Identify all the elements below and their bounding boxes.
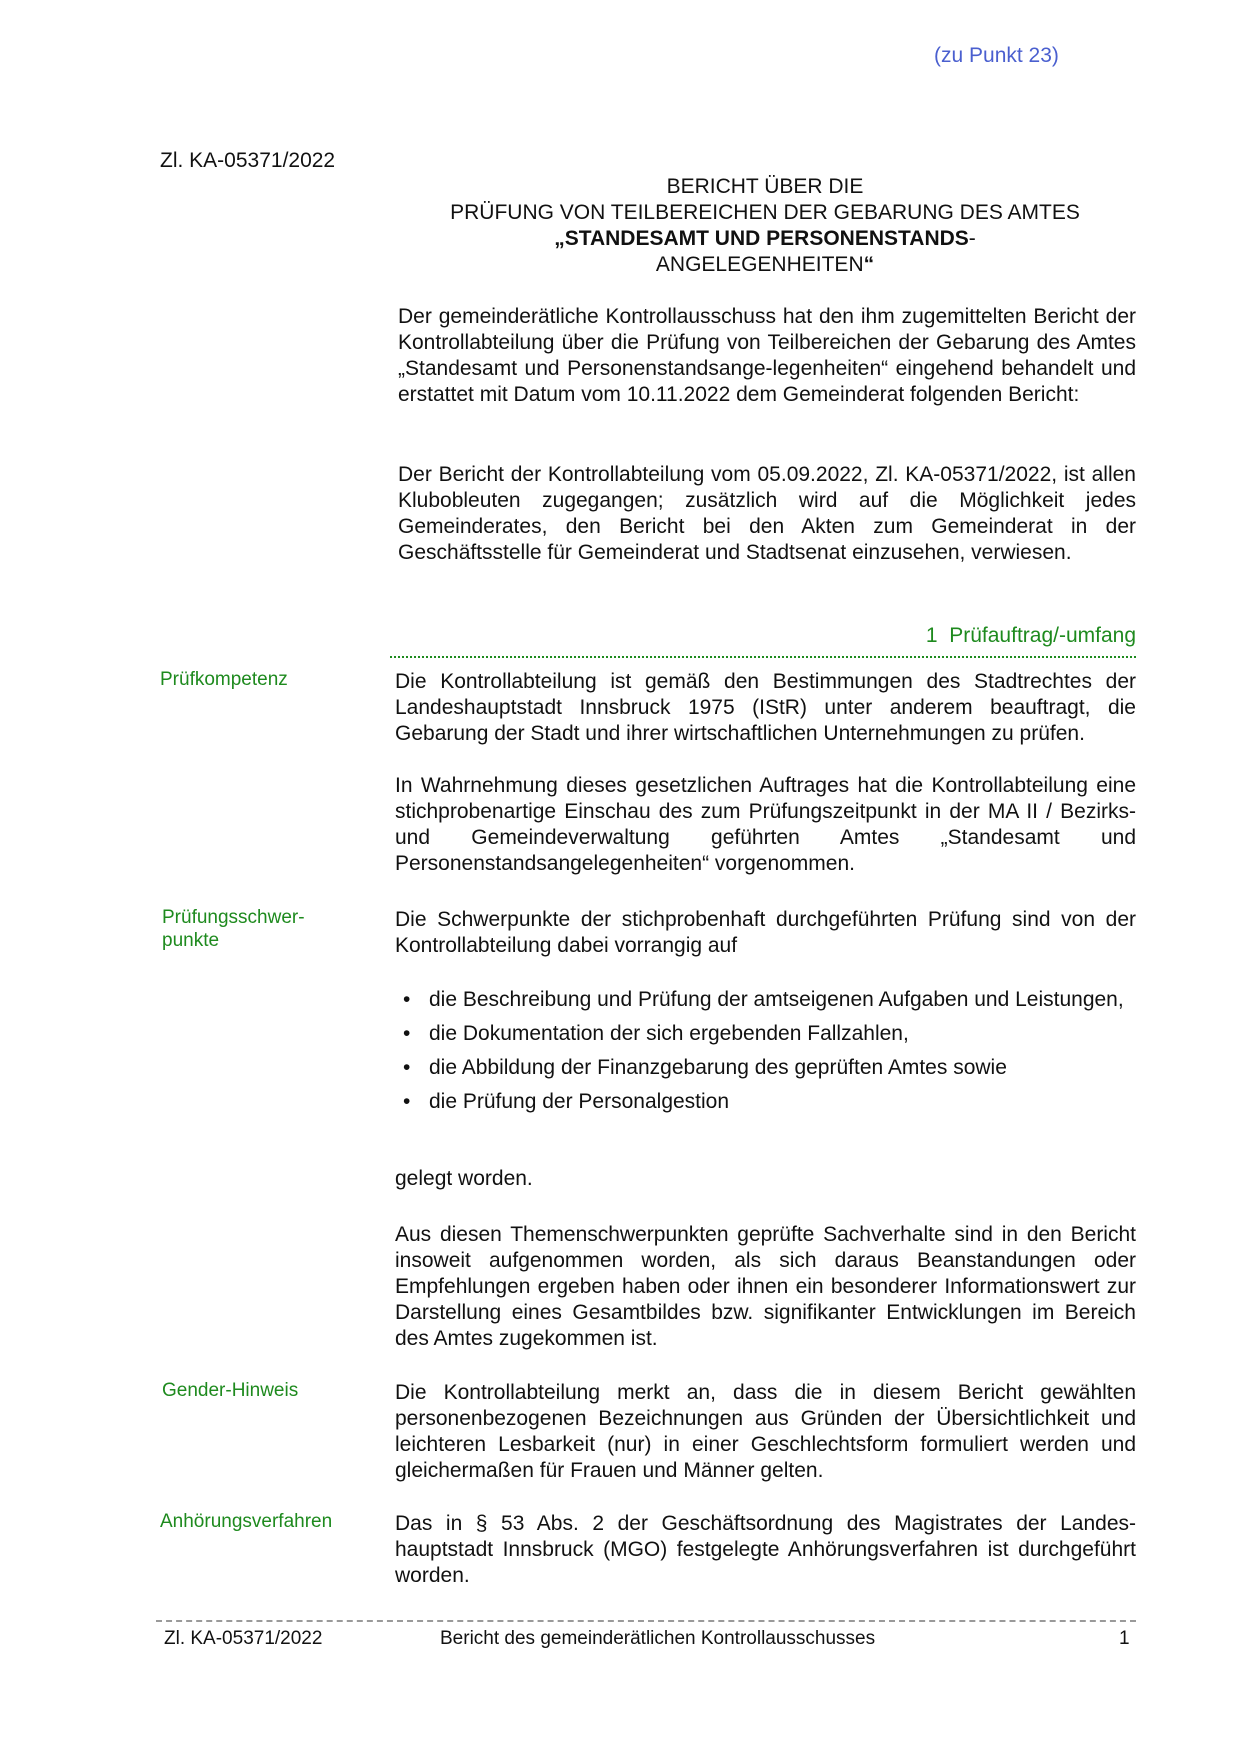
title-line-3 xyxy=(380,226,1150,252)
bullet-icon: • xyxy=(403,988,411,1011)
list-item-text: die Beschreibung und Prüfung der amtseigenen Aufgaben und Leistungen, xyxy=(429,988,1124,1011)
list-item xyxy=(397,987,1136,1013)
margin-note-line-2: punkte xyxy=(162,930,220,951)
list-item-text: die Prüfung der Personalgestion xyxy=(429,1090,730,1113)
page-number: 1 xyxy=(1119,1628,1130,1649)
intro-paragraph-1: Der gemeinderätliche Kontrollausschuss hat den ihm zugemittelten Bericht der Kontrollabteilung über die Prüfung von Teilbereichen der Gebarung des Amtes „Standesamt und Personenstandsange-legenheiten“ eingehend behandelt und erstattet mit Datum vom 10.11.2022 dem Gemeinderat folgenden Bericht: xyxy=(398,305,1136,406)
focus-list xyxy=(397,987,1136,1115)
list-item xyxy=(397,1055,1136,1081)
list-item-text: die Dokumentation der sich ergebenden Fallzahlen, xyxy=(429,1022,909,1045)
footer-divider xyxy=(156,1620,1136,1622)
reference-number: Zl. KA-05371/2022 xyxy=(160,149,336,172)
list-item xyxy=(397,1089,1136,1115)
margin-note-gender: Gender-Hinweis xyxy=(162,1380,299,1401)
margin-note-pruefkompetenz: Prüfkompetenz xyxy=(160,669,288,690)
body-paragraph-5: Aus diesen Themenschwerpunkten geprüfte Sachverhalte sind in den Bericht insoweit aufgenommen worden, als sich daraus Beanstandungen oder Empfehlungen ergeben haben oder ihnen ein besonderer Informationswert zur Darstellung eines Gesamtbildes bzw. signifikanter Entwicklungen im Bereich des Amtes zugekommen ist. xyxy=(395,1223,1136,1350)
title-line-4-text: ANGELEGENHEITEN xyxy=(655,253,864,276)
section-number: 1 xyxy=(925,624,938,647)
body-paragraph-7: Das in § 53 Abs. 2 der Geschäftsordnung des Magistrates der Landes-hauptstadt Innsbruck (MGO) festgelegte Anhörungsverfahren ist durchgeführt worden. xyxy=(395,1512,1136,1587)
body-paragraph-6: Die Kontrollabteilung merkt an, dass die in diesem Bericht gewählten personenbezogenen Bezeichnungen aus Gründen der Übersichtlichkeit und leichteren Lesbarkeit (nur) in einer Geschlechtsform formuliert werden und gleichermaßen für Frauen und Männer gelten. xyxy=(395,1381,1136,1482)
agenda-item-note: (zu Punkt 23) xyxy=(934,44,1059,67)
footer-reference: Zl. KA-05371/2022 xyxy=(164,1628,323,1649)
body-paragraph-3: Die Schwerpunkte der stichprobenhaft durchgeführten Prüfung sind von der Kontrollabteilung dabei vorrangig auf xyxy=(395,908,1136,957)
title-line-4-quote: “ xyxy=(863,253,875,276)
body-paragraph-2: In Wahrnehmung dieses gesetzlichen Auftrages hat die Kontrollabteilung eine stichprobenartige Einschau des zum Prüfungszeitpunkt in der MA II / Bezirks- und Gemeindeverwaltung geführten Amtes „Standesamt und Personenstandsangelegenheiten“ vorgenommen. xyxy=(395,774,1136,875)
section-title: Prüfauftrag/-umfang xyxy=(949,624,1136,647)
list-item-text: die Abbildung der Finanzgebarung des geprüften Amtes sowie xyxy=(429,1056,1007,1079)
section-heading xyxy=(390,624,1136,658)
report-title xyxy=(380,174,1150,278)
bullet-icon: • xyxy=(403,1090,411,1113)
footer-title: Bericht des gemeinderätlichen Kontrollausschusses xyxy=(440,1628,876,1649)
title-line-3-suffix: - xyxy=(968,227,976,250)
margin-note-pruefungsschwerpunkte xyxy=(162,906,305,952)
list-item xyxy=(397,1021,1136,1047)
bullet-icon: • xyxy=(403,1022,411,1045)
bullet-icon: • xyxy=(403,1056,411,1079)
title-line-2: PRÜFUNG VON TEILBEREICHEN DER GEBARUNG DES AMTES xyxy=(450,201,1080,224)
intro-paragraph-2: Der Bericht der Kontrollabteilung vom 05.09.2022, Zl. KA-05371/2022, ist allen Klubobleuten zugegangen; zusätzlich wird auf die Möglichkeit jedes Gemeinderates, den Bericht bei den Akten zum Gemeinderat in der Geschäftsstelle für Gemeinderat und Stadtsenat einzusehen, verwiesen. xyxy=(398,463,1136,564)
body-paragraph-1: Die Kontrollabteilung ist gemäß den Bestimmungen des Stadtrechtes der Landeshauptstadt Innsbruck 1975 (IStR) unter anderem beauftragt, die Gebarung der Stadt und ihrer wirtschaftlichen Unternehmungen zu prüfen. xyxy=(395,670,1136,745)
title-line-3-bold: „STANDESAMT UND PERSONENSTANDS xyxy=(554,227,969,250)
title-line-4 xyxy=(380,252,1150,278)
body-paragraph-4: gelegt worden. xyxy=(395,1167,533,1190)
title-line-1: BERICHT ÜBER DIE xyxy=(666,175,864,198)
margin-note-anhoerung: Anhörungsverfahren xyxy=(160,1511,333,1532)
margin-note-line-1: Prüfungsschwer- xyxy=(162,907,305,928)
